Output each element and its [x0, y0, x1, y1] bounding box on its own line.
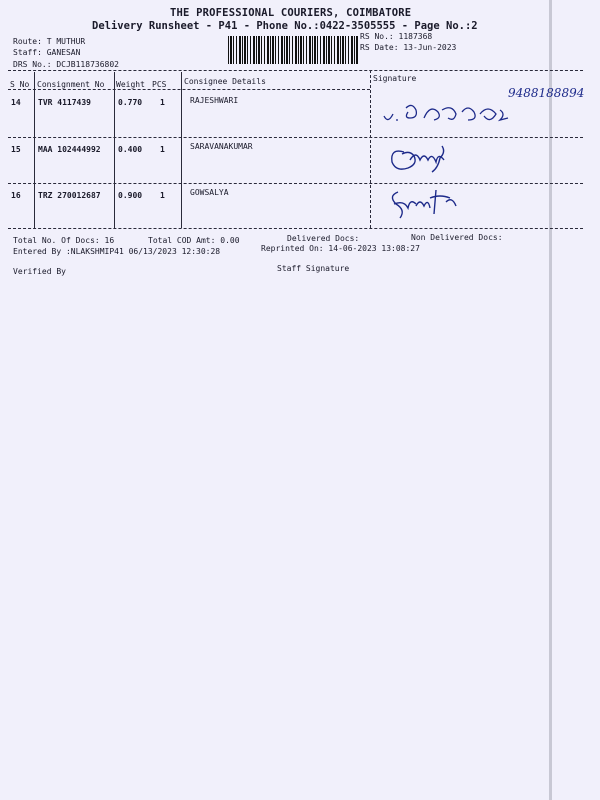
- col-header-consignment: Consignment No: [37, 80, 105, 89]
- row-weight: 0.900: [118, 191, 143, 200]
- row-pcs: 1: [160, 145, 165, 154]
- row-consignee: RAJESHWARI: [190, 96, 239, 105]
- row-weight: 0.400: [118, 145, 143, 154]
- column-rule: [114, 72, 115, 228]
- row-consignment: TRZ 270012687: [38, 191, 101, 200]
- column-rule: [34, 72, 35, 228]
- col-header-sno: S No: [10, 80, 30, 89]
- handwritten-phone: 9488188894: [508, 86, 585, 100]
- rs-number: RS No.: 1187368: [360, 32, 433, 41]
- row-divider: [8, 183, 583, 184]
- page-edge: [549, 0, 552, 800]
- row-sno: 14: [11, 98, 21, 107]
- row-consignment: MAA 102444992: [38, 145, 101, 154]
- signature-mark: [386, 138, 456, 178]
- row-divider: [8, 137, 583, 138]
- row-sno: 15: [11, 145, 21, 154]
- route-label: Route: T MUTHUR: [13, 37, 86, 46]
- table-bottom-rule: [8, 228, 583, 229]
- column-rule: [370, 70, 371, 228]
- col-header-signature: Signature: [373, 74, 417, 83]
- barcode: [228, 36, 358, 64]
- row-pcs: 1: [160, 98, 165, 107]
- row-consignee: SARAVANAKUMAR: [190, 142, 253, 151]
- verified-by-label: Verified By: [13, 267, 66, 276]
- row-consignment: TVR 4117439: [38, 98, 91, 107]
- row-sno: 16: [11, 191, 21, 200]
- entered-by: Entered By :NLAKSHMIP41 06/13/2023 12:30:28: [13, 247, 221, 256]
- drs-number: DRS No.: DCJB118736802: [13, 60, 119, 69]
- col-header-pcs: PCS: [152, 80, 167, 89]
- reprinted-on: Reprinted On: 14-06-2023 13:08:27: [261, 244, 420, 253]
- column-rule: [181, 72, 182, 228]
- total-docs: Total No. Of Docs: 16: [13, 236, 115, 245]
- company-title: THE PROFESSIONAL COURIERS, COIMBATORE: [170, 7, 412, 19]
- row-weight: 0.770: [118, 98, 143, 107]
- total-cod: Total COD Amt: 0.00: [148, 236, 240, 245]
- col-header-weight: Weight: [116, 80, 145, 89]
- col-header-consignee: Consignee Details: [184, 77, 266, 86]
- row-consignee: GOWSALYA: [190, 188, 229, 197]
- rs-date: RS Date: 13-Jun-2023: [360, 43, 457, 52]
- header-bottom-rule: [8, 89, 370, 90]
- row-pcs: 1: [160, 191, 165, 200]
- staff-label: Staff: GANESAN: [13, 48, 81, 57]
- runsheet-subtitle: Delivery Runsheet - P41 - Phone No.:0422-3505555 - Page No.:2: [92, 20, 478, 32]
- non-delivered-docs: Non Delivered Docs:: [411, 233, 503, 242]
- table-top-rule: [8, 70, 583, 71]
- signature-mark: [386, 182, 466, 222]
- staff-signature-label: Staff Signature: [277, 264, 350, 273]
- delivered-docs: Delivered Docs:: [287, 234, 360, 243]
- signature-mark: [380, 98, 530, 130]
